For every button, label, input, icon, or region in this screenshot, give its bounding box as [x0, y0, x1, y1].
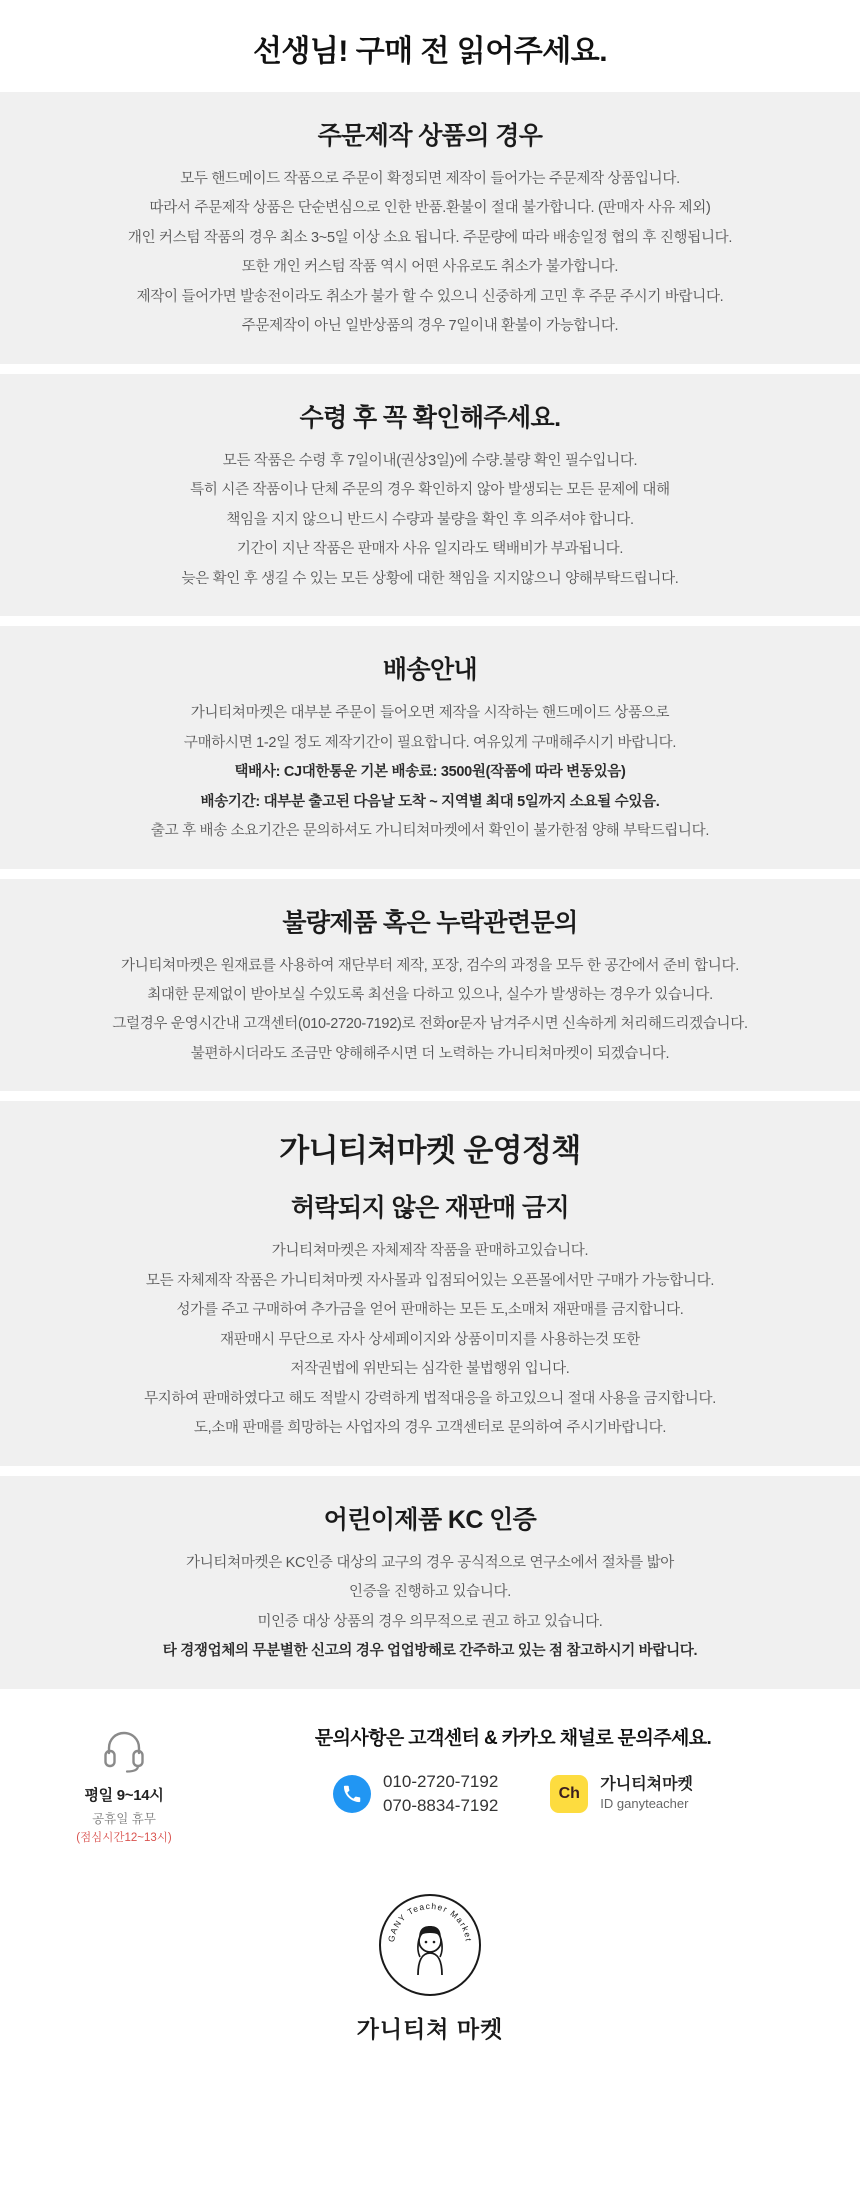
inquiry-title: 문의사항은 고객센터 & 카카오 채널로 문의주세요.: [314, 1727, 712, 1749]
section-shipping-info: [0, 626, 860, 868]
contact-row: [0, 1723, 860, 1845]
section-line: 제작이 들어가면 발송전이라도 취소가 불가 할 수 있으니 신중하게 고민 후 주문 주시기 바랍니다.: [136, 288, 724, 305]
kakao-id: ID ganyteacher: [600, 1796, 689, 1812]
section-line: 가니티쳐마켓은 원재료를 사용하여 재단부터 제작, 포장, 검수의 과정을 모두 한 공간에서 준비 합니다.: [121, 957, 739, 974]
section-line: 주문제작이 아닌 일반상품의 경우 7일이내 환불이 가능합니다.: [241, 318, 619, 335]
section-line: 늦은 확인 후 생길 수 있는 모든 상황에 대한 책임을 지지않으니 양해부탁드립니다.: [181, 570, 679, 587]
shipping-duration-value: 대부분 출고된 다음날 도착 ~ 지역별 최대 5일까지 소요될 수있음.: [259, 793, 660, 810]
section-check-after-receipt: [0, 374, 860, 616]
brand-name: 가니티쳐 마켓: [356, 2015, 504, 2042]
hours-lunch: (점심시간12~13시): [76, 1831, 172, 1844]
hours-main: 평일 9~14시: [84, 1786, 164, 1804]
divider: [0, 616, 860, 626]
page-title: 선생님! 구매 전 읽어주세요.: [0, 0, 860, 92]
section-line: 책임을 지지 않으니 반드시 수량과 불량을 확인 후 의주셔야 합니다.: [226, 511, 634, 528]
section-line: 개인 커스텀 작품의 경우 최소 3~5일 이상 소요 됩니다. 주문량에 따라 배송일정 협의 후 진행됩니다.: [127, 229, 733, 246]
section-line: 따라서 주문제작 상품은 단순변심으로 인한 반품.환불이 절대 불가합니다. (판매자 사유 제외): [149, 200, 711, 217]
section-line: 모든 자체제작 작품은 가니티쳐마켓 자사몰과 입점되어있는 오픈몰에서만 구매가 가능합니다.: [145, 1272, 715, 1289]
section-line: 기간이 지난 작품은 판매자 사유 일지라도 택배비가 부과됩니다.: [236, 541, 624, 558]
section-kc-certification: [0, 1476, 860, 1689]
section-line: 재판매시 무단으로 자사 상세페이지와 상품이미지를 사용하는것 또한: [220, 1331, 640, 1348]
section-heading: 주문제작 상품의 경우: [317, 122, 543, 150]
phone-number-1[interactable]: 010-2720-7192: [382, 1771, 499, 1791]
section-line: 최대한 문제없이 받아보실 수있도록 최선을 다하고 있으나, 실수가 발생하는 경우가 있습니다.: [147, 986, 713, 1003]
section-heading: 배송안내: [382, 656, 478, 685]
section-heading: 수령 후 꼭 확인해주세요.: [299, 403, 561, 432]
kakao-info: [600, 1775, 693, 1813]
kakao-channel[interactable]: [550, 1775, 693, 1813]
section-heading: 허락되지 않은 재판매 금지: [290, 1194, 570, 1223]
section-line: 불편하시더라도 조금만 양해해주시면 더 노력하는 가니티쳐마켓이 되겠습니다.: [190, 1045, 670, 1062]
section-line: 무지하여 판매하였다고 해도 적발시 강력하게 법적대응을 하고있으니 절대 사용을 금지합니다.: [144, 1390, 716, 1407]
phone-channel[interactable]: [333, 1770, 498, 1819]
section-line: 모두 핸드메이드 작품으로 주문이 확정되면 제작이 들어가는 주문제작 상품입니다.: [180, 171, 680, 187]
headset-icon: [44, 1727, 204, 1778]
section-line: 미인증 대상 상품의 경우 의무적으로 권고 하고 있습니다.: [257, 1613, 603, 1630]
divider: [0, 364, 860, 374]
section-defect-inquiry: [0, 879, 860, 1092]
business-hours: [44, 1723, 204, 1845]
phone-icon: [333, 1775, 371, 1813]
section-policy-resale: [0, 1101, 860, 1465]
section-heading: 어린이제품 KC 인증: [323, 1505, 537, 1534]
kakao-name: 가니티쳐마켓: [600, 1776, 694, 1794]
hours-sub: 공휴일 휴무: [92, 1811, 156, 1826]
section-heading: 불량제품 혹은 누락관련문의: [282, 908, 578, 937]
section-line: 가니티쳐마켓은 자체제작 작품을 판매하고있습니다.: [271, 1243, 589, 1260]
section-line: 모든 작품은 수령 후 7일이내(권상3일)에 수량.불량 확인 필수입니다.: [222, 452, 638, 469]
section-line: 인증을 진행하고 있습니다.: [349, 1584, 511, 1601]
section-line: 또한 개인 커스텀 작품 역시 어떤 사유로도 취소가 불가합니다.: [241, 259, 619, 276]
divider: [0, 1466, 860, 1476]
phone-numbers: [383, 1770, 498, 1819]
section-line: 구매하시면 1-2일 정도 제작기간이 필요합니다. 여유있게 구매해주시기 바랍니다.: [183, 734, 677, 751]
kakao-channel-icon: Ch: [550, 1775, 588, 1813]
section-order-made: [0, 92, 860, 364]
section-line: 그럴경우 운영시간내 고객센터(010-2720-7192)로 전화or문자 남겨주시면 신속하게 처리해드리겠습니다.: [112, 1016, 748, 1033]
section-line: 도,소매 판매를 희망하는 사업자의 경우 고객센터로 문의하여 주시기바랍니다.: [193, 1420, 667, 1437]
divider: [0, 869, 860, 879]
footer-contact: [0, 1689, 860, 1855]
kc-warning-line: 타 경쟁업체의 무분별한 신고의 경우 업업방해로 간주하고 있는 점 참고하시기 바랍니다.: [162, 1643, 698, 1660]
contact-right: [204, 1723, 816, 1819]
divider: [0, 1091, 860, 1101]
svg-text:GANY Teacher Market: GANY Teacher Market: [386, 1900, 474, 1943]
phone-number-2[interactable]: 070-8834-7192: [382, 1796, 499, 1816]
shipping-duration-line: [40, 791, 820, 813]
policy-title: 가니티쳐마켓 운영정책: [279, 1133, 581, 1169]
brand-logo-icon: [374, 1889, 486, 2001]
section-line: 출고 후 배송 소요기간은 문의하셔도 가니티쳐마켓에서 확인이 불가한점 양해 부탁드립니다.: [150, 823, 710, 840]
brand-footer: [0, 1855, 860, 2070]
shipping-carrier-value: CJ대한통운 기본 배송료: 3500원(작품에 따라 변동있음): [280, 764, 626, 781]
section-line: 가니티쳐마켓은 KC인증 대상의 교구의 경우 공식적으로 연구소에서 절차를 밟아: [186, 1554, 674, 1571]
shipping-carrier-label: 택배사:: [234, 764, 281, 781]
shipping-carrier-line: [40, 761, 820, 783]
section-line: 성가를 주고 구매하여 추가금을 얻어 판매하는 모든 도,소매처 재판매를 금지합니다.: [176, 1302, 684, 1319]
section-line: 저작권법에 위반되는 심각한 불법행위 입니다.: [290, 1361, 570, 1378]
section-line: 가니티쳐마켓은 대부분 주문이 들어오면 제작을 시작하는 핸드메이드 상품으로: [190, 705, 670, 722]
section-line: 특히 시즌 작품이나 단체 주문의 경우 확인하지 않아 발생되는 모든 문제에 대해: [190, 482, 670, 499]
shipping-duration-label: 배송기간:: [200, 793, 260, 810]
contact-channels: [210, 1770, 816, 1819]
